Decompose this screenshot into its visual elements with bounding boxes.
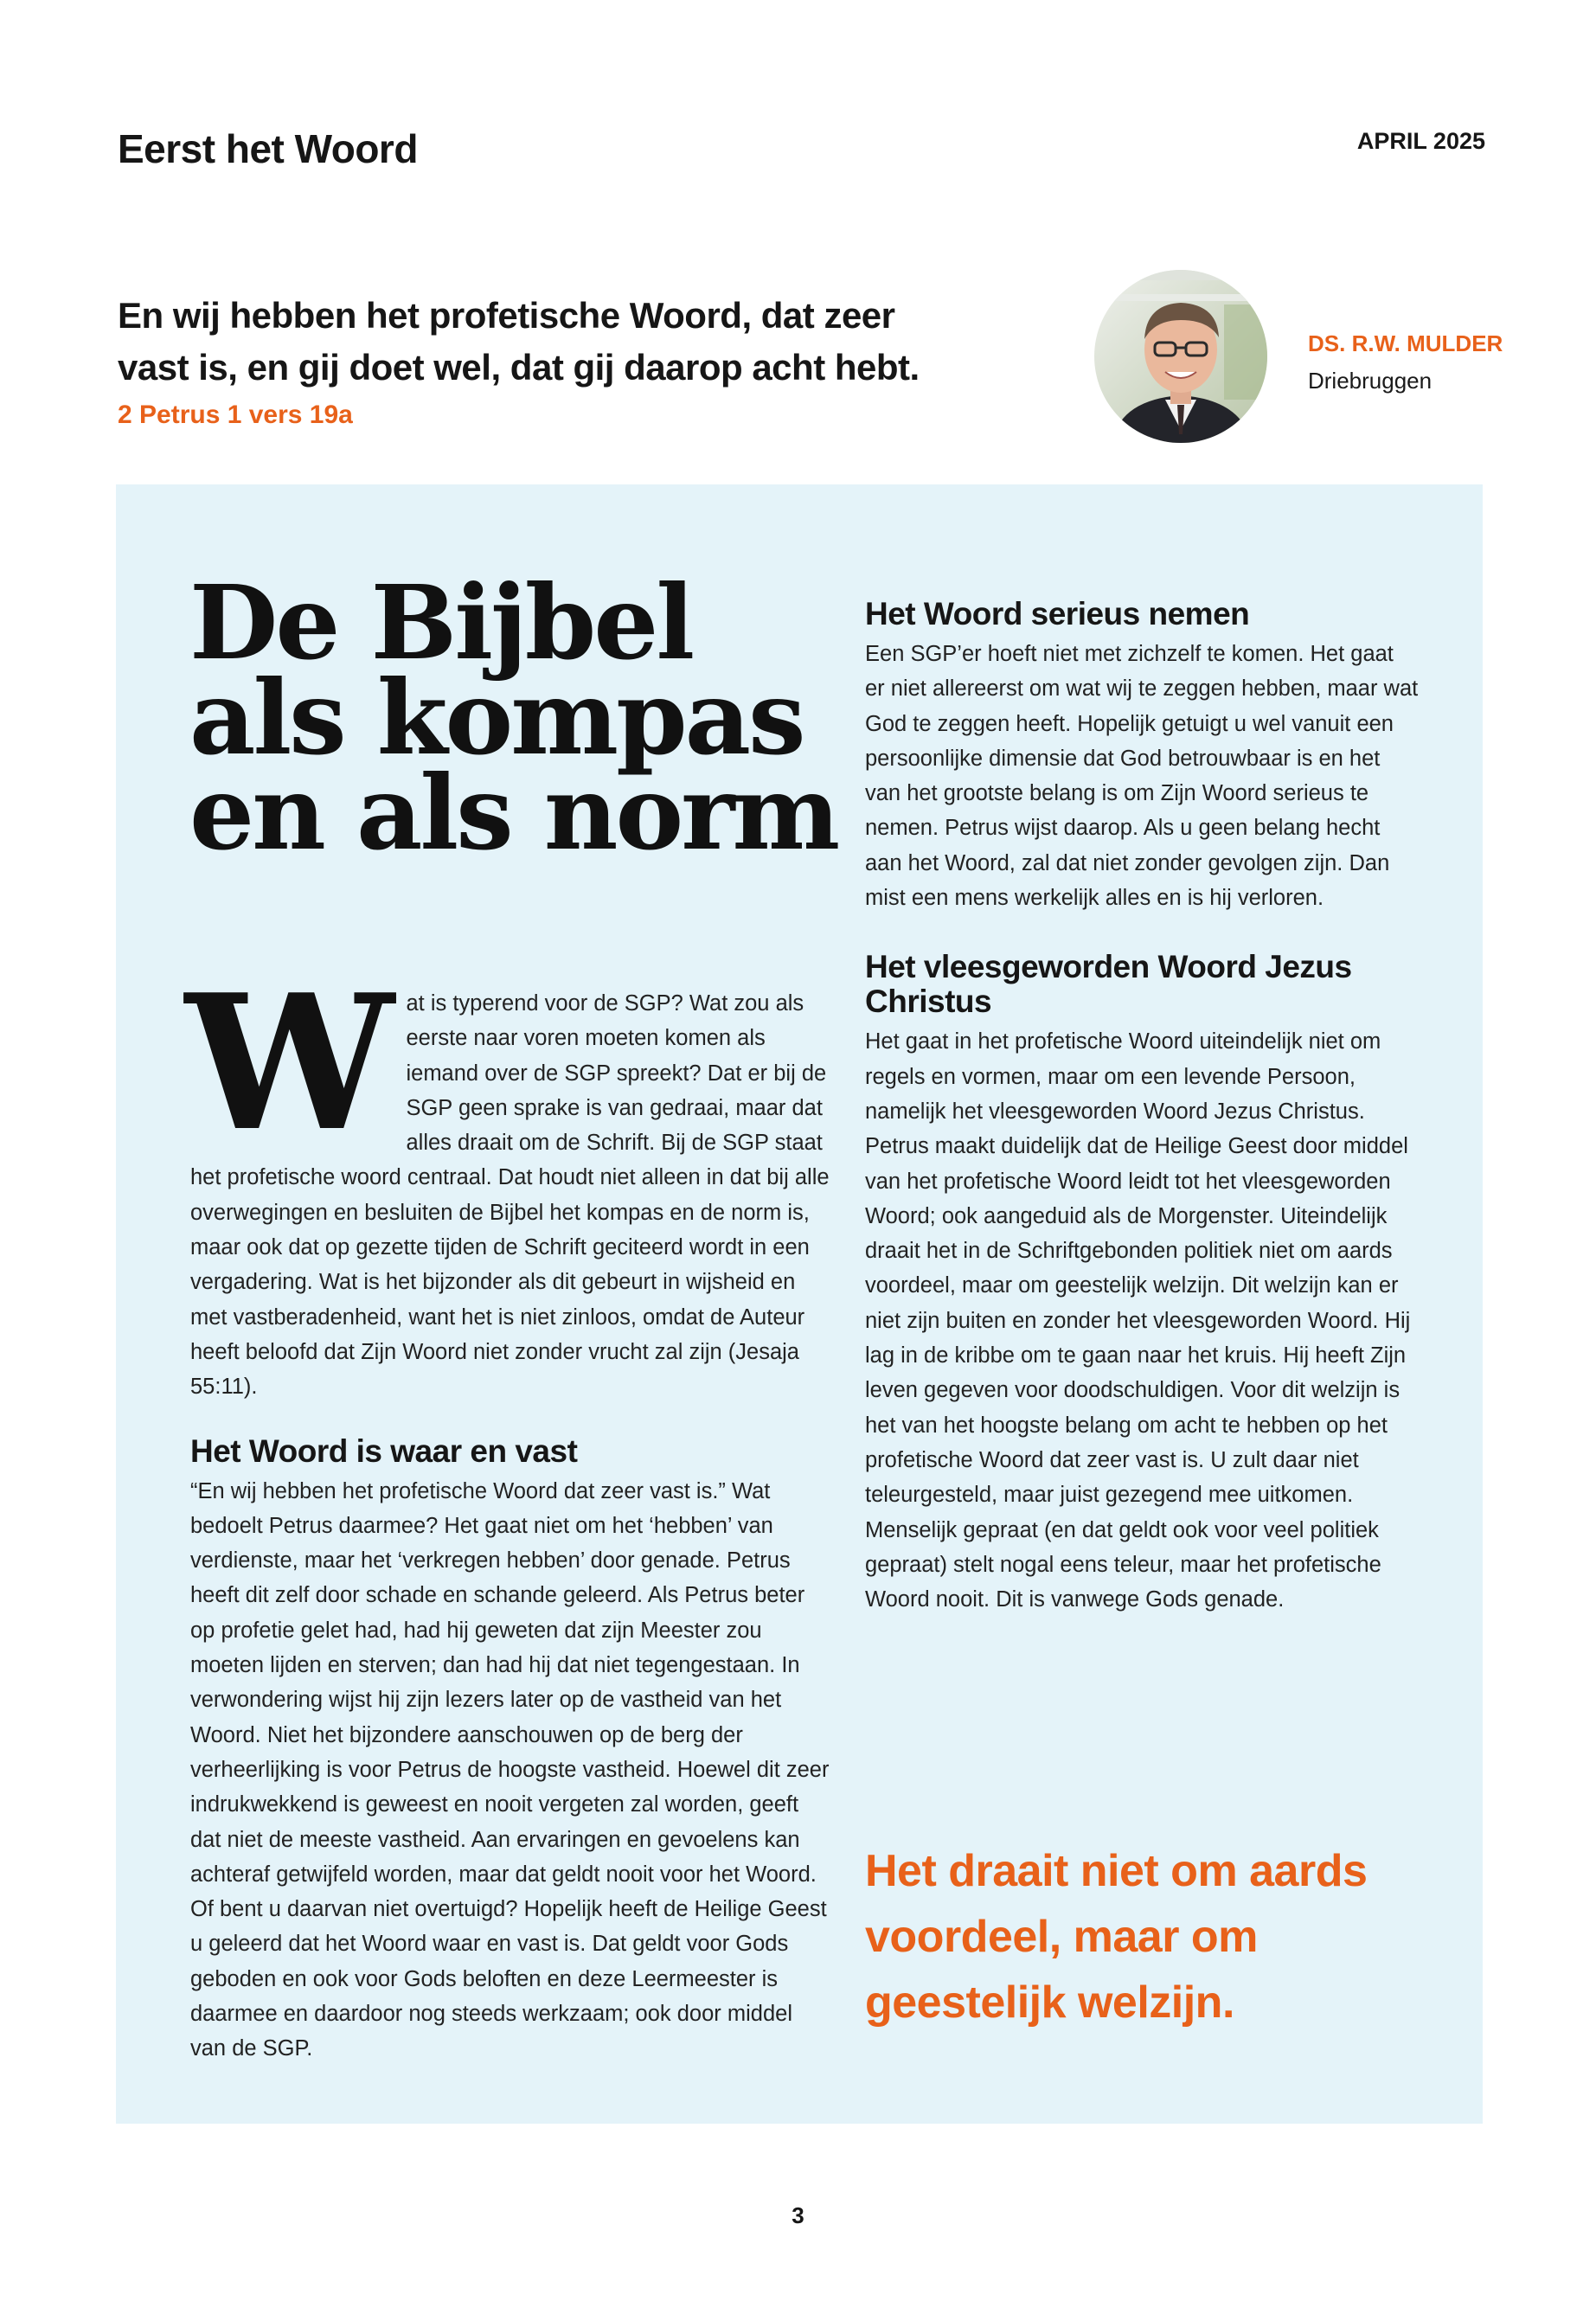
section-text-serieus-nemen: Een SGP’er hoeft niet met zichzelf te komen. Het gaat er niet allereerst om wat wij te zeggen hebben, maar wat God te zeggen heeft. Hopelijk getuigt u wel vanuit een persoonlijke dimensie dat God betrouwbaar is en het van het grootste belang is om Zijn Woord serieus te nemen. Petrus wijst daarop. Als u geen belang hecht aan het Woord, zal dat niet zonder gevolgen zijn. Dan mist een mens werkelijk alles en is hij verloren. [865,642,1419,911]
section-text-waar-en-vast: “En wij hebben het profetische Woord dat zeer vast is.” Wat bedoelt Petrus daarmee? Het gaat niet om het ‘hebben’ van verdienste, maar het ‘verkregen hebben’ door genade. Petrus heeft dit zelf door schade en schande geleerd. Als Petrus beter op profetie gelet had, had hij geweten dat zijn Meester zou moeten lijden en sterven; dan had hij dat niet tegengestaan. In verwondering wijst hij zijn lezers later op de vastheid van het Woord. Niet het bijzondere aanschouwen op de berg der verheerlijking is voor Petrus de hoogste vastheid. Hoewel dit zeer indrukwekkend is geweest en nooit vergeten zal worden, geeft dat niet de meeste vastheid. Aan ervaringen en gevoelens kan achteraf getwijfeld worden, maar dat geldt nooit voor het Woord. Of bent u daarvan niet overtuigd? Hopelijk heeft de Heilige Geest u geleerd dat het Woord waar en vast is. Dat geldt voor Gods geboden en ook voor Gods beloften en deze Leermeester is daarmee en daardoor nog steeds werkzaam; ook door middel van de SGP. [190,1478,830,2061]
quote-line-1: En wij hebben het profetische Woord, dat zeer [118,295,895,336]
article-panel [116,484,1483,2124]
section-heading-serieus-nemen: Het Woord serieus nemen [865,596,1250,631]
article-title-line-3: en als norm [189,753,838,873]
quote-reference: 2 Petrus 1 vers 19a [118,401,353,429]
page-number: 3 [792,2202,804,2228]
issue-date: APRIL 2025 [1356,128,1485,154]
right-column [865,597,1419,1617]
intro-paragraph [185,953,830,1405]
intro-text: at is typerend voor de SGP? Wat zou als eerste naar voren moeten komen als iemand over de SGP spreekt? Dat er bij de SGP geen sprake is van gedraai, maar dat alles draait om de Schrift. Bij de SGP staat het profetische woord centraal. Dat houdt niet alleen in dat bij alle overwegingen en besluiten de Bijbel het kompas en de norm is, maar ook dat op gezette tijden de Schrift geciteerd wordt in een vergadering. Wat is het bijzonder als dit gebeurt in wijsheid en met vastberadenheid, want het is niet zinloos, omdat de Auteur heeft beloofd dat Zijn Woord niet zonder vrucht zal zijn (Jesaja 55:11). [190,991,830,1400]
pull-quote [865,1838,1419,2035]
section-title: Eerst het Woord [118,126,418,171]
author-name: DS. R.W. MULDER [1308,330,1503,356]
section-heading-vleesgeworden-woord: Het vleesgeworden Woord Jezus Christus [865,949,1352,1020]
author-portrait [1094,270,1267,443]
article-title-line-2: als kompas [189,657,804,778]
author-block [1308,330,1503,394]
pull-quote-line-3: geestelijk welzijn. [865,1977,1234,2028]
author-place: Driebruggen [1308,368,1433,394]
drop-cap: W [185,953,394,1172]
quote-line-2: vast is, en gij doet wel, dat gij daarop acht hebt. [118,347,920,388]
bible-quote [118,290,983,430]
section-heading-waar-en-vast: Het Woord is waar en vast [190,1433,578,1469]
pull-quote-line-1: Het draait niet om aards [865,1846,1368,1896]
section-text-vleesgeworden-woord: Het gaat in het profetische Woord uiteindelijk niet om regels en vormen, maar om een levende Persoon, namelijk het vleesgeworden Woord Jezus Christus. Petrus maakt duidelijk dat de Heilige Geest door middel van het profetische Woord leidt tot het vleesgeworden Woord; ook aangeduid als de Morgenster. Uiteindelijk draait het in de Schriftgebonden politiek niet om aards voordeel, maar om geestelijk welzijn. Dit welzijn kan er niet zijn buiten en zonder het vleesgeworden Woord. Hij lag in de kribbe om te gaan naar het kruis. Hij heeft Zijn leven gegeven voor doodschuldigen. Voor dit welzijn is het van het hoogste belang om acht te hebben op het profetische Woord dat zeer vast is. U zult daar niet teleurgesteld, maar juist gezegend mee uitkomen. Menselijk gepraat (en dat geldt ook voor veel politiek gepraat) stelt nogal eens teleur, maar het profetische Woord nooit. Dit is vanwege Gods genade. [865,1029,1411,1612]
article-title [189,562,838,873]
pull-quote-line-2: voordeel, maar om [865,1912,1258,1962]
article-title-line-1: De Bijbel [189,562,693,683]
left-column [185,953,830,2067]
